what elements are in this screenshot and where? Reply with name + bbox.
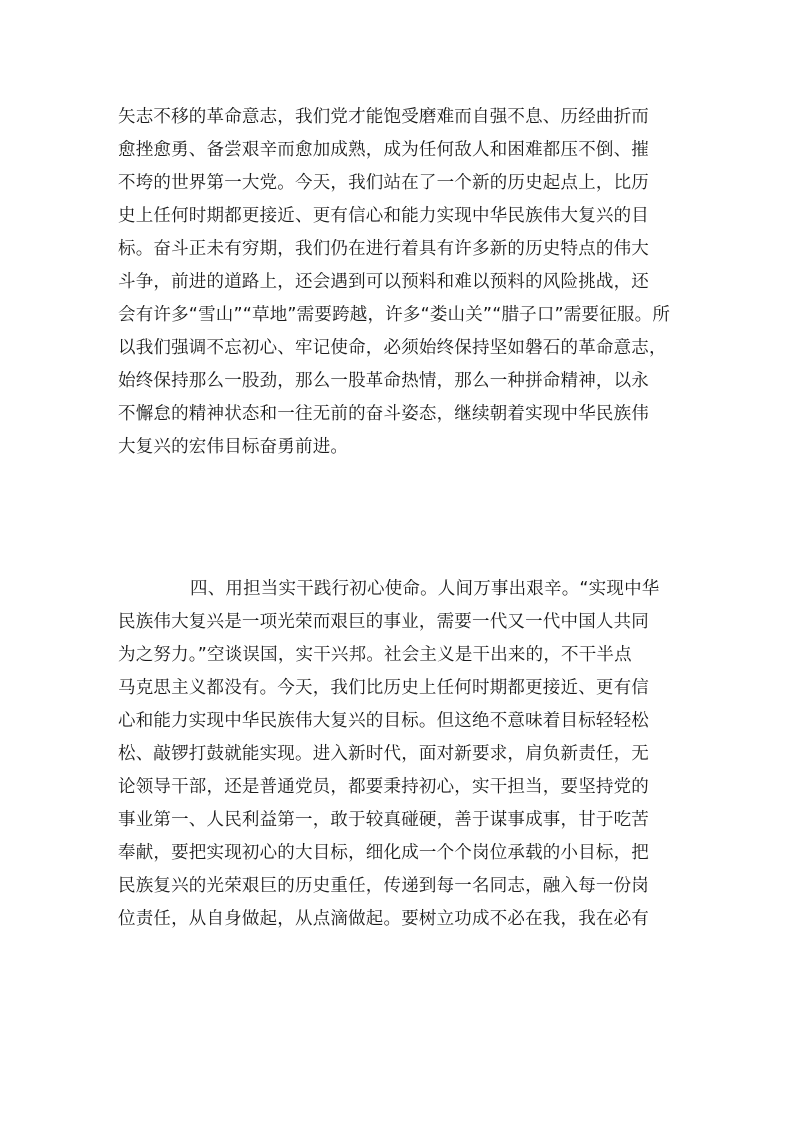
text-line: 标。奋斗正未有穷期，我们仍在进行着具有许多新的历史特点的伟大 (118, 239, 649, 259)
text-line-content: 四、用担当实干践行初心使命。人间万事出艰辛。“实现中华 (190, 579, 660, 599)
text-line: 为之努力。”空谈误国，实干兴邦。社会主义是干出来的，不干半点 (118, 645, 632, 665)
text-line: 以我们强调不忘初心、牢记使命，必须始终保持坚如磐石的革命意志， (118, 338, 667, 358)
text-line-first (118, 573, 684, 606)
text-line: 会有许多“雪山”“草地”需要跨越，许多“娄山关”“腊子口”需要征服。所 (118, 305, 671, 325)
text-line: 论领导干部，还是普通党员，都要秉持初心，实干担当，要坚持党的 (118, 777, 649, 797)
text-line: 事业第一、人民利益第一，敢于较真碰硬，善于谋事成事，甘于吃苦 (118, 810, 649, 830)
text-line: 矢志不移的革命意志，我们党才能饱受磨难而自强不息、历经曲折而 (118, 107, 649, 127)
text-line: 大复兴的宏伟目标奋勇前进。 (118, 437, 349, 457)
text-line: 位责任，从自身做起，从点滴做起。要树立功成不必在我，我在必有 (118, 909, 649, 929)
text-line: 心和能力实现中华民族伟大复兴的目标。但这绝不意味着目标轻轻松 (118, 711, 649, 731)
text-line: 松、敲锣打鼓就能实现。进入新时代，面对新要求，肩负新责任，无 (118, 744, 649, 764)
text-line: 民族伟大复兴是一项光荣而艰巨的事业，需要一代又一代中国人共同 (118, 612, 649, 632)
text-line: 史上任何时期都更接近、更有信心和能力实现中华民族伟大复兴的目 (118, 206, 649, 226)
text-line: 愈挫愈勇、备尝艰辛而愈加成熟，成为任何敌人和困难都压不倒、摧 (118, 140, 649, 160)
paragraph-1 (118, 101, 684, 464)
text-line: 民族复兴的光荣艰巨的历史重任，传递到每一名同志，融入每一份岗 (118, 876, 649, 896)
text-line: 马克思主义都没有。今天，我们比历史上任何时期都更接近、更有信 (118, 678, 649, 698)
text-line: 奉献，要把实现初心的大目标，细化成一个个岗位承载的小目标，把 (118, 843, 649, 863)
text-line: 斗争，前进的道路上，还会遇到可以预料和难以预料的风险挑战，还 (118, 272, 649, 292)
paragraph-2 (118, 573, 684, 936)
text-line: 不懈怠的精神状态和一往无前的奋斗姿态，继续朝着实现中华民族伟 (118, 404, 649, 424)
text-line: 始终保持那么一股劲，那么一股革命热情，那么一种拼命精神，以永 (118, 371, 649, 391)
text-line: 不垮的世界第一大党。今天，我们站在了一个新的历史起点上，比历 (118, 173, 649, 193)
